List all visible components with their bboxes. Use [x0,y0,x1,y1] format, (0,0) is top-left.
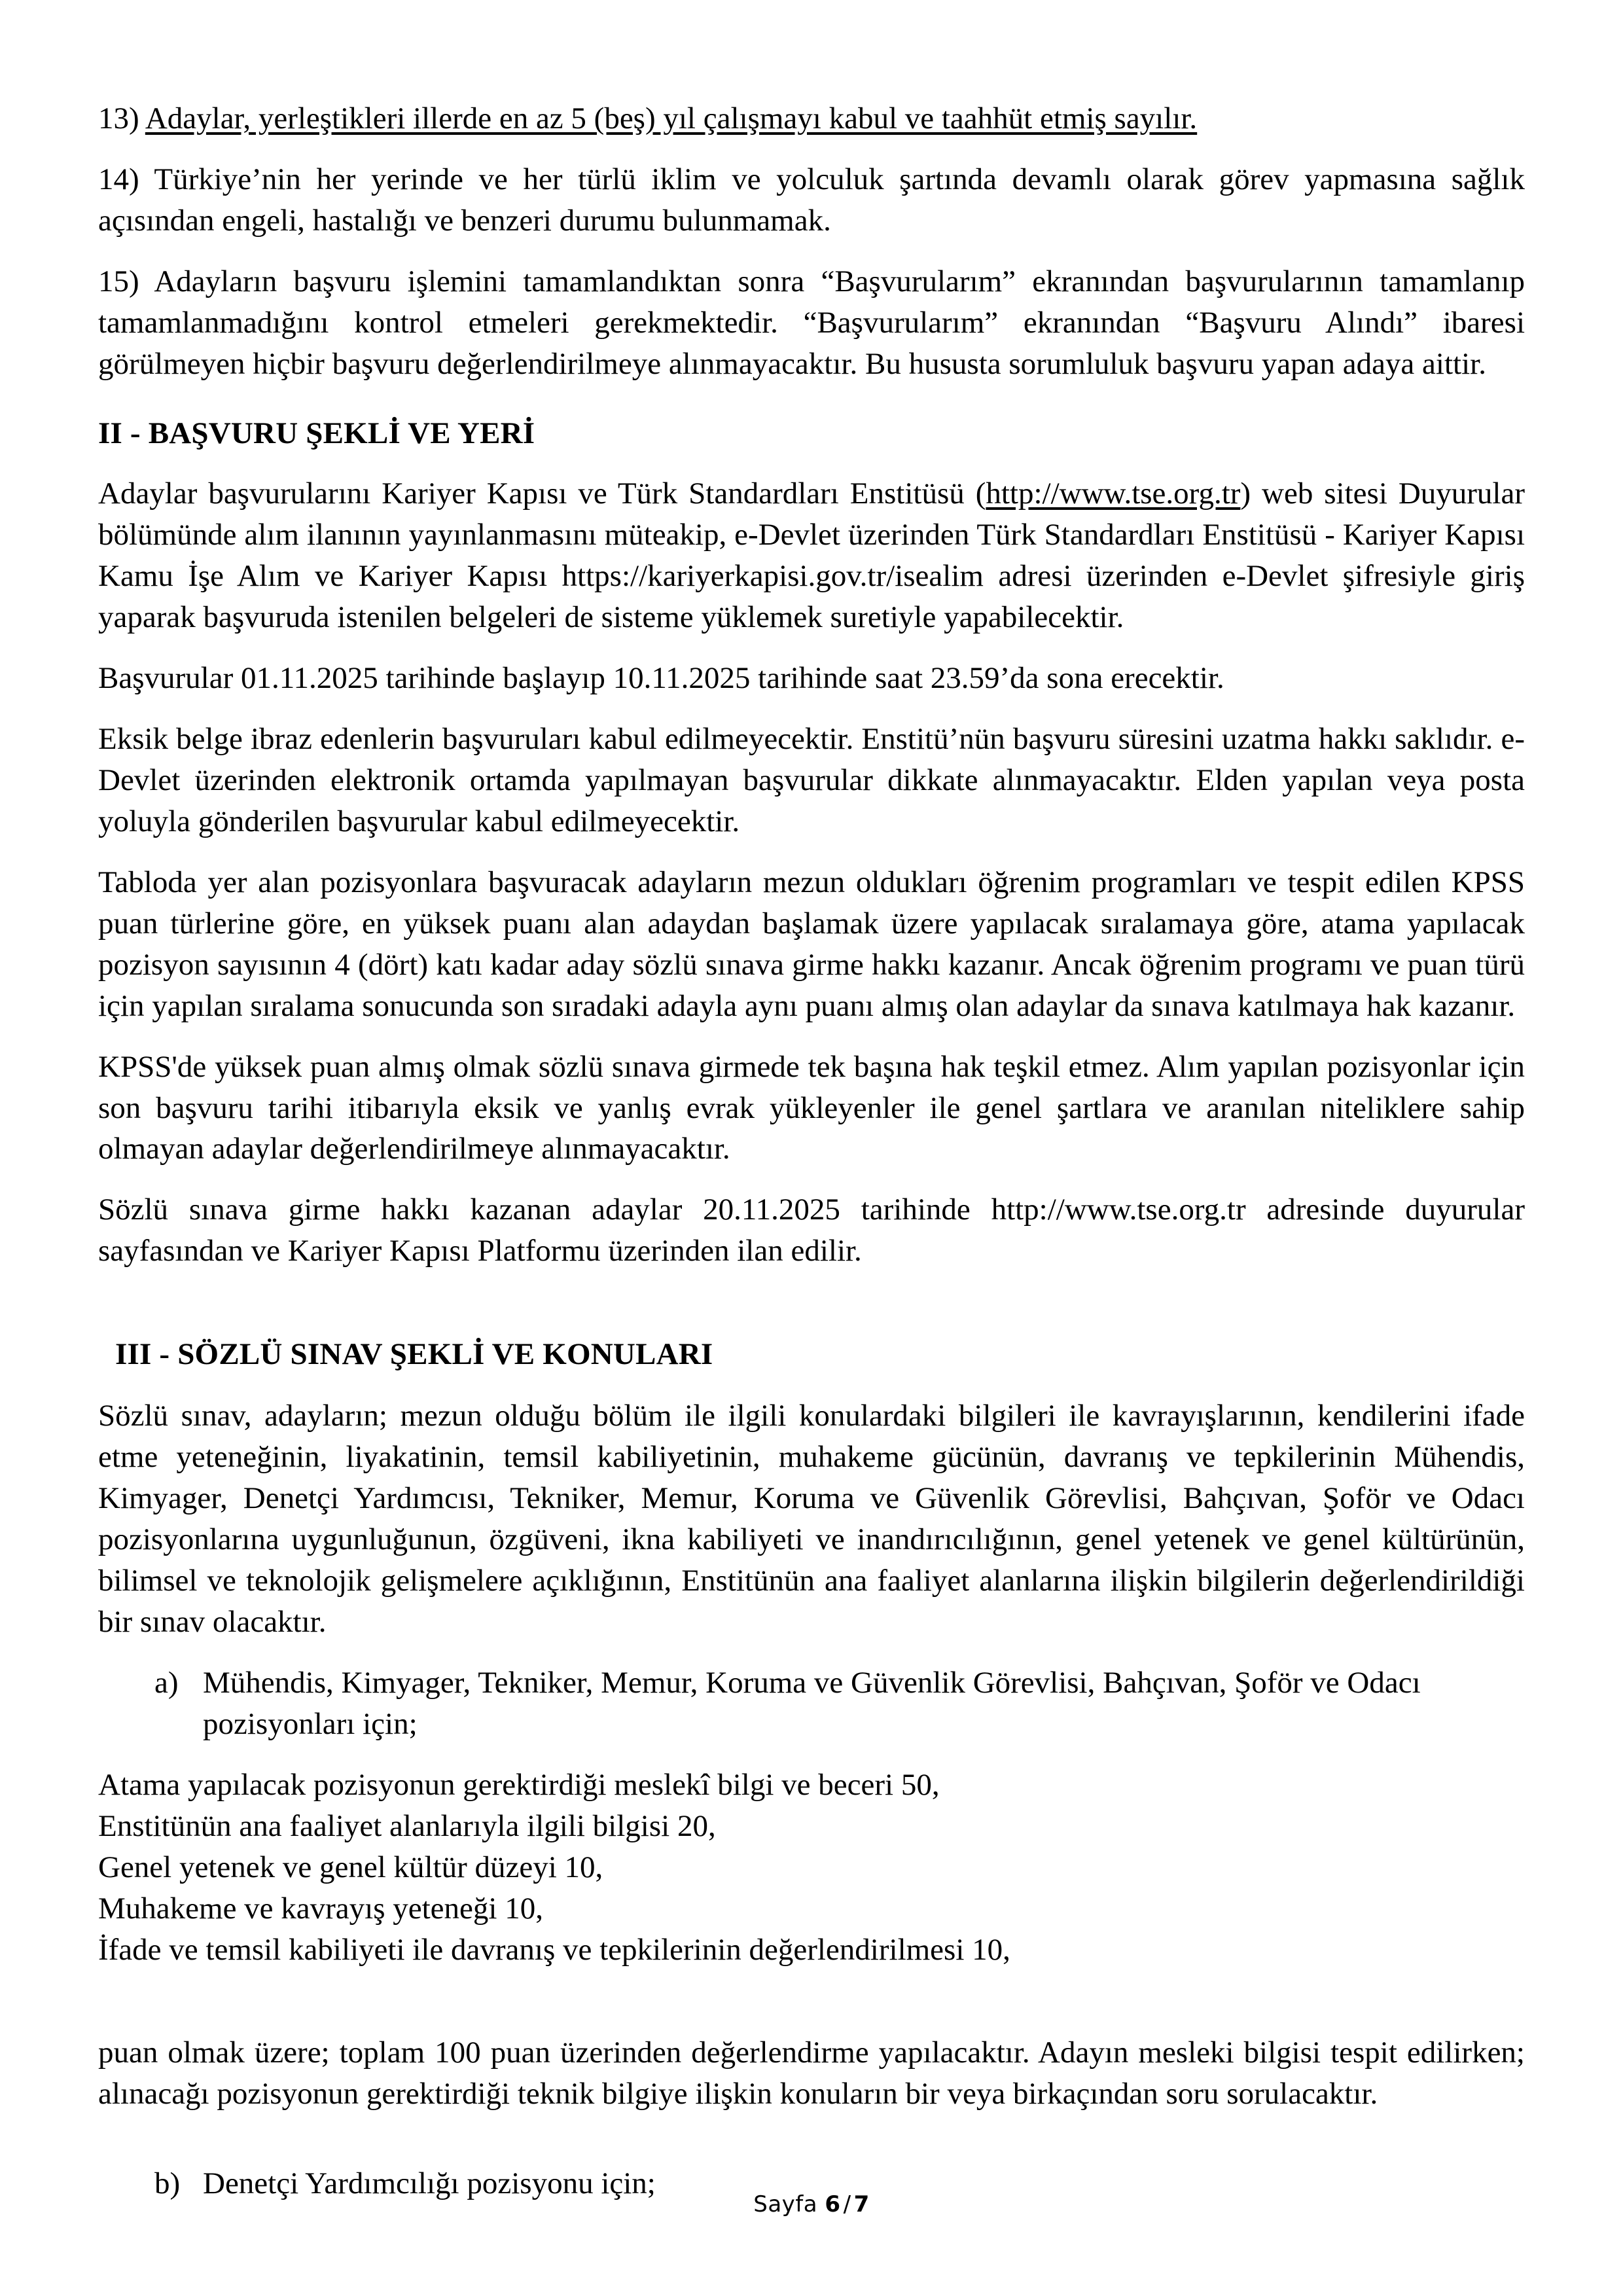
footer-separator: / [843,2191,851,2217]
item-13-text: Adaylar, yerleştikleri illerde en az 5 (beş) yıl çalışmayı kabul ve taahhüt etmiş sayılır. [145,101,1198,135]
footer-page-number: 6 [825,2191,841,2217]
paragraph-kpss-ranking: Tabloda yer alan pozisyonlara başvuracak adayların mezun oldukları öğrenim programları ve tespit edilen KPSS puan türlerine göre, en yüksek puanı alan adaydan başlamak üzere yapılacak sıralamaya göre, atama yapılacak pozisyon sayısının 4 (dört) katı kadar aday sözlü sınava girme hakkı kazanır. Ancak öğrenim programı ve puan türü için yapılan sıralama sonucunda son sıradaki adayla aynı puanı almış olan adaylar da sınava katılmaya hak kazanır. [98,865,1525,1023]
scoring-criteria-list [98,1765,1525,1971]
paragraph-item-13 [98,98,1525,139]
paragraph-item-14: 14) Türkiye’nin her yerinde ve her türlü iklim ve yolculuk şartında devamlı olarak görev yapmasına sağlık açısından engeli, hastalığı ve benzeri durumu bulunmamak. [98,162,1525,238]
paragraph-application-method [98,473,1525,638]
paragraph-application-dates: Başvurular 01.11.2025 tarihinde başlayıp 10.11.2025 tarihinde saat 23.59’da sona erecektir. [98,660,1224,695]
list-item-a [98,1662,1525,1745]
paragraph-kpss-not-sufficient: KPSS'de yüksek puan almış olmak sözlü sınava girmede tek başına hak teşkil etmez. Alım yapılan pozisyonlar için son başvuru tarihi itibarıyla eksik ve yanlış evrak yükleyenler ile genel şartlara ve aranılan niteliklere sahip olmayan adaylar değerlendirilmeye alınmayacaktır. [98,1049,1525,1166]
paragraph-oral-exam-announcement: Sözlü sınava girme hakkı kazanan adaylar 20.11.2025 tarihinde http://www.tse.org.tr adresinde duyurular sayfasından ve Kariyer Kapısı Platformu üzerinden ilan edilir. [98,1193,1525,1268]
heading-section-iii: III - SÖZLÜ SINAV ŞEKLİ VE KONULARI [115,1337,713,1372]
scoring-criteria-line: Genel yetenek ve genel kültür düzeyi 10, [98,1850,603,1885]
scoring-criteria-line: İfade ve temsil kabiliyeti ile davranış ve tepkilerinin değerlendirilmesi 10, [98,1933,1010,1967]
paragraph-missing-documents: Eksik belge ibraz edenlerin başvuruları kabul edilmeyecektir. Enstitü’nün başvuru süresini uzatma hakkı saklıdır. e-Devlet üzerinden elektronik ortamda yapılmayan başvurular dikkate alınmayacaktır. Elden yapılan veya posta yoluyla gönderilen başvurular kabul edilmeyecektir. [98,721,1525,838]
footer-page-total: 7 [853,2191,870,2217]
paragraph-oral-exam-description: Sözlü sınav, adayların; mezun olduğu bölüm ile ilgili konulardaki bilgileri ile kavrayışlarının, kendilerini ifade etme yeteneğinin, liyakatinin, temsil kabiliyetinin, muhakeme gücünün, davranış ve tepkilerinin Mühendis, Kimyager, Denetçi Yardımcısı, Tekniker, Memur, Koruma ve Güvenlik Görevlisi, Bahçıvan, Şoför ve Odacı pozisyonlarına uygunluğunun, özgüveni, ikna kabiliyeti ve inandırıcılığının, genel yetenek ve genel kültürünün, bilimsel ve teknolojik gelişmelere açıklığının, Enstitünün ana faaliyet alanlarına ilişkin bilgilerin değerlendirildiği bir sınav olacaktır. [98,1399,1525,1640]
list-item-b-text: Denetçi Yardımcılığı pozisyonu için; [203,2166,656,2200]
scoring-criteria-line: Atama yapılacak pozisyonun gerektirdiği meslekî bilgi ve beceri 50, [98,1768,940,1803]
item-13-number: 13) [98,101,139,135]
paragraph-total-score: puan olmak üzere; toplam 100 puan üzerinden değerlendirme yapılacaktır. Adayın mesleki bilgisi tespit edilirken; alınacağı pozisyonun gerektirdiği teknik bilgiye ilişkin konuların bir veya birkaçından soru sorulacaktır. [98,2036,1525,2111]
heading-section-ii: II - BAŞVURU ŞEKLİ VE YERİ [98,416,535,450]
scoring-criteria-line: Muhakeme ve kavrayış yeteneği 10, [98,1892,543,1926]
page-content [98,98,1525,2204]
list-item-b-marker: b) [154,2166,181,2200]
footer-label: Sayfa [753,2191,818,2217]
vertical-spacer [98,1990,1525,2032]
list-item-a-marker: a) [154,1666,179,1700]
paragraph-item-15: 15) Adayların başvuru işlemini tamamlandıktan sonra “Başvurularım” ekranından başvurularının tamamlanıp tamamlanmadığını kontrol etmeleri gerekmektedir. “Başvurularım” ekranından “Başvuru Alındı” ibaresi görülmeyen hiçbir başvuru değerlendirilmeye alınmayacaktır. Bu hususta sorumluluk başvuru yapan adaya aittir. [98,264,1525,381]
list-item-a-text: Mühendis, Kimyager, Tekniker, Memur, Koruma ve Güvenlik Görevlisi, Bahçıvan, Şoför ve Odacı pozisyonları için; [203,1666,1421,1742]
application-method-before-link: Adaylar başvurularını Kariyer Kapısı ve Türk Standardları Enstitüsü ( [98,476,986,511]
page-footer [0,2191,1623,2217]
scoring-criteria-line: Enstitünün ana faaliyet alanlarıyla ilgili bilgisi 20, [98,1809,716,1844]
tse-website-link[interactable]: http://www.tse.org.tr [986,476,1241,511]
application-method-after-link: ) web sitesi Duyurular bölümünde alım ilanının yayınlanmasını müteakip, e-Devlet üzerinden Türk Standardları Enstitüsü - Kariyer Kapısı Kamu İşe Alım ve Kariyer Kapısı https://kariyerkapisi.gov.tr/isealim adresi üzerinden e-Devlet şifresiyle giriş yaparak başvuruda istenilen belgeleri de sisteme yüklemek suretiyle yapabilecektir. [98,476,1525,634]
